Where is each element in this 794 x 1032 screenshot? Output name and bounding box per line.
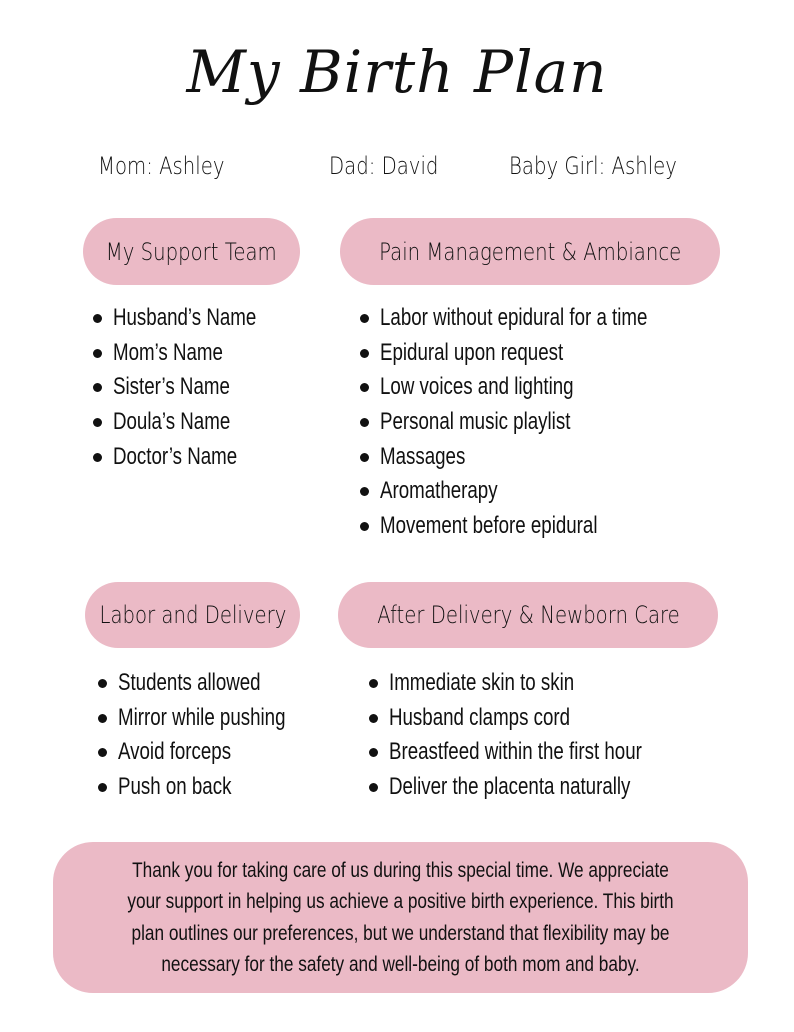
list-item-text: Doctor’s Name: [113, 442, 238, 470]
list-item-text: Breastfeed within the first hour: [389, 738, 642, 766]
list-item-text: Students allowed: [118, 669, 261, 696]
list-item-text: Avoid forceps: [118, 738, 232, 766]
list-item-text: Movement before epidural: [380, 512, 598, 540]
section-heading-support-team: [83, 218, 300, 285]
bullet-icon: [93, 314, 102, 323]
list-item-text: Low voices and lighting: [380, 373, 574, 401]
bullet-icon: [369, 748, 378, 757]
list-item-text: Massages: [380, 442, 466, 470]
bullet-icon: [93, 383, 102, 392]
bullet-icon: [369, 679, 378, 688]
list-item-text: Mirror while pushing: [118, 703, 286, 731]
bullet-icon: [369, 783, 378, 792]
baby-name: Baby Girl: Ashley: [509, 152, 677, 180]
bullet-icon: [360, 453, 369, 462]
list-item-text: Push on back: [118, 773, 232, 801]
heading-text: Labor and Delivery: [99, 601, 286, 629]
dad-name: Dad: David: [329, 152, 439, 180]
bullet-icon: [360, 522, 369, 531]
page-title: My Birth Plan: [186, 38, 608, 106]
list-item-text: Husband clamps cord: [389, 703, 571, 731]
bullet-icon: [93, 418, 102, 427]
bullet-icon: [98, 679, 107, 688]
bullet-icon: [93, 349, 102, 358]
list-item-text: Husband’s Name: [113, 304, 257, 331]
list-item-text: Labor without epidural for a time: [380, 304, 648, 331]
list-item-text: Aromatherapy: [380, 477, 498, 505]
list-item-text: Sister’s Name: [113, 373, 230, 401]
bullet-icon: [360, 314, 369, 323]
list-item-text: Mom’s Name: [113, 338, 223, 366]
list-item-text: Personal music playlist: [380, 408, 571, 436]
bullet-icon: [98, 783, 107, 792]
section-heading-pain-management: [340, 218, 720, 285]
thank-you-text: Thank you for taking care of us during this special time. We appreciate your support in helping us achieve a positive birth experience. This birth plan outlines our preferences, but we understand that flexibility may be necessary for the safety and well-being of both mom and baby.: [127, 858, 674, 976]
bullet-icon: [360, 418, 369, 427]
mom-name: Mom: Ashley: [98, 152, 225, 180]
section-heading-after-delivery: [338, 582, 718, 648]
list-item-text: Deliver the placenta naturally: [389, 773, 631, 801]
bullet-icon: [98, 714, 107, 723]
section-heading-labor-delivery: [85, 582, 300, 648]
bullet-icon: [98, 748, 107, 757]
heading-text: After Delivery & Newborn Care: [376, 601, 680, 629]
thank-you-note: [53, 842, 748, 993]
heading-text: My Support Team: [106, 237, 277, 266]
list-item-text: Doula’s Name: [113, 408, 231, 436]
bullet-icon: [360, 349, 369, 358]
list-item-text: Immediate skin to skin: [389, 669, 575, 696]
heading-text: Pain Management & Ambiance: [378, 237, 682, 266]
bullet-icon: [93, 453, 102, 462]
bullet-icon: [360, 487, 369, 496]
bullet-icon: [369, 714, 378, 723]
list-item-text: Epidural upon request: [380, 338, 564, 366]
bullet-icon: [360, 383, 369, 392]
